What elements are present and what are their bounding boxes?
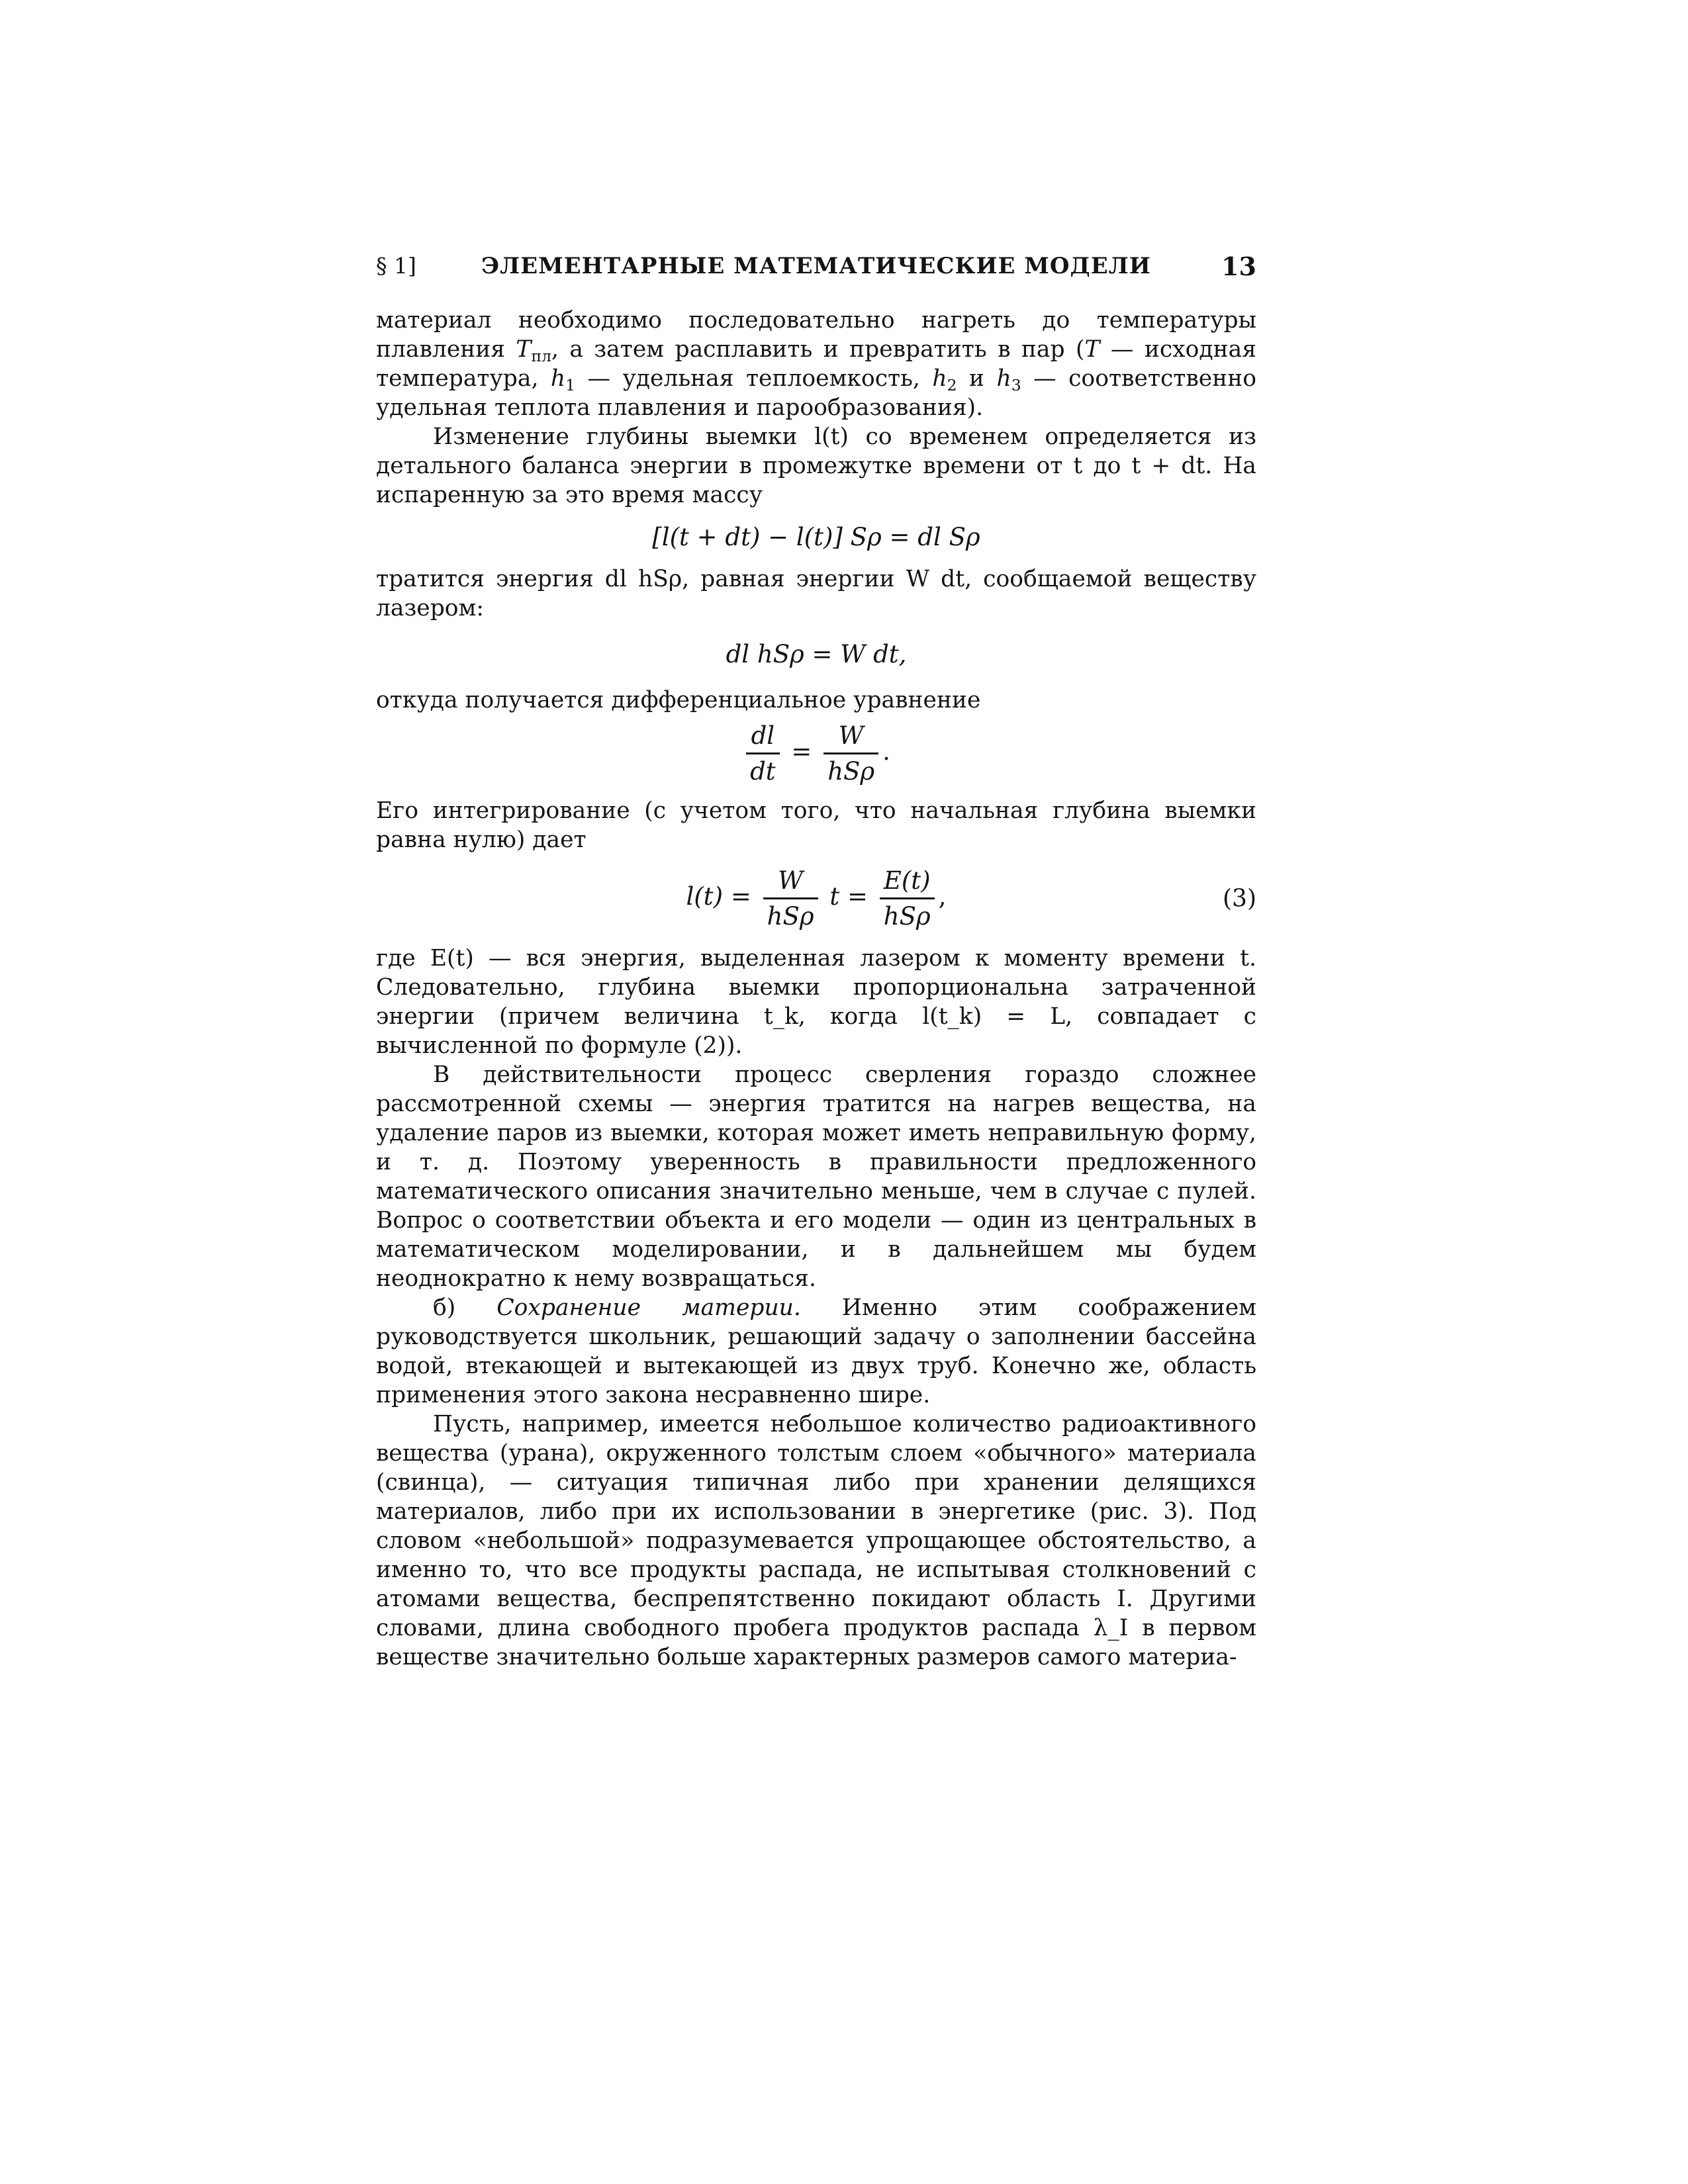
fraction-w-hsrho-2: $\frac{W}{\text{hSρ}}$ — [763, 866, 818, 931]
paragraph-3: тратится энергия dl hSρ, равная энергии W dt, сообщаемой веществу лазером: — [376, 566, 1256, 621]
equation-number: (3) — [1223, 885, 1256, 912]
fraction-e-hsrho: $\frac{E(t)}{\text{hSρ}}$ — [880, 866, 935, 931]
paragraph-2: Изменение глубины выемки l(t) со временем определяется из детального баланса энергии в промежутке времени от t до t + dt. На испаренную за это время массу — [376, 424, 1256, 508]
section-heading-italic: Сохранение материи. — [496, 1295, 801, 1321]
paragraph-8: б) Сохранение материи. Именно этим соображением руководствуется школьник, решающий задачу о заполнении бассейна водой, втекающей и вытекающей из двух труб. Конечно же, область применения этого закона несравненно шире. — [376, 1295, 1256, 1408]
equation-mass: [l(t + dt) − l(t)] Sρ = dl Sρ — [652, 523, 980, 551]
running-header — [376, 253, 1256, 286]
paragraph-5: Его интегрирование (с учетом того, что начальная глубина выемки равна нулю) дает — [376, 797, 1256, 853]
equation-differential: $\frac{dl}{dt}$ = $\frac{W}{\text{hSρ}}$ . — [376, 721, 1256, 786]
section-number: § 1] — [376, 253, 416, 279]
paragraph-6: где E(t) — вся энергия, выделенная лазером к моменту времени t. Следовательно, глубина выемки пропорциональна затраченной энергии (причем величина t_k, когда l(t_k) = L, совпадает с вычисленной по формуле (2)). — [376, 945, 1256, 1059]
paragraph-7: В действительности процесс сверления гораздо сложнее рассмотренной схемы — энергия тратится на нагрев вещества, на удаление паров из выемки, которая может иметь неправильную форму, и т. д. Поэтому уверенность в правильности предложенного математического описания значительно меньше, чем в случае с пулей. Вопрос о соответствии объекта и его модели — один из центральных в математическом моделировании, и в дальнейшем мы будем неоднократно к нему возвращаться. — [376, 1062, 1256, 1292]
chapter-title: ЭЛЕМЕНТАРНЫЕ МАТЕМАТИЧЕСКИЕ МОДЕЛИ — [481, 253, 1151, 279]
fraction-w-hsrho: $\frac{W}{\text{hSρ}}$ — [823, 721, 878, 786]
equation-energy-balance: dl hSρ = W dt, — [726, 640, 907, 668]
paragraph-1: материал необходимо последовательно нагреть до температуры плавления $T_{пл}$, а затем расплавить и превратить в пар (T — исходная температура, $h_1$ — удельная теплоемкость, $h_2$ и $h_3$ — соответственно удельная теплота плавления и парообразования). — [376, 307, 1256, 421]
main-text-column — [376, 306, 1256, 1672]
page-number: 13 — [1221, 251, 1256, 281]
equation-3: l(t) = $\frac{W}{\text{hSρ}}$ t = $\frac{E(t)}{\text{hSρ}}$ , (3) — [686, 866, 1256, 931]
paragraph-9: Пусть, например, имеется небольшое количество радиоактивного вещества (урана), окруженного толстым слоем «обычного» материала (свинца), — ситуация типичная либо при хранении делящихся материалов, либо при их использовании в энергетике (рис. 3). Под словом «небольшой» подразумевается упрощающее обстоятельство, а именно то, что все продукты распада, не испытывая столкновений с атомами вещества, беспрепятственно покидают область I. Другими словами, длина свободного пробега продуктов распада λ_I в первом веществе значительно больше характерных размеров самого материа- — [376, 1411, 1256, 1670]
fraction-dl-dt: $\frac{dl}{dt}$ — [746, 721, 780, 786]
paragraph-4: откуда получается дифференциальное уравнение — [376, 687, 981, 713]
